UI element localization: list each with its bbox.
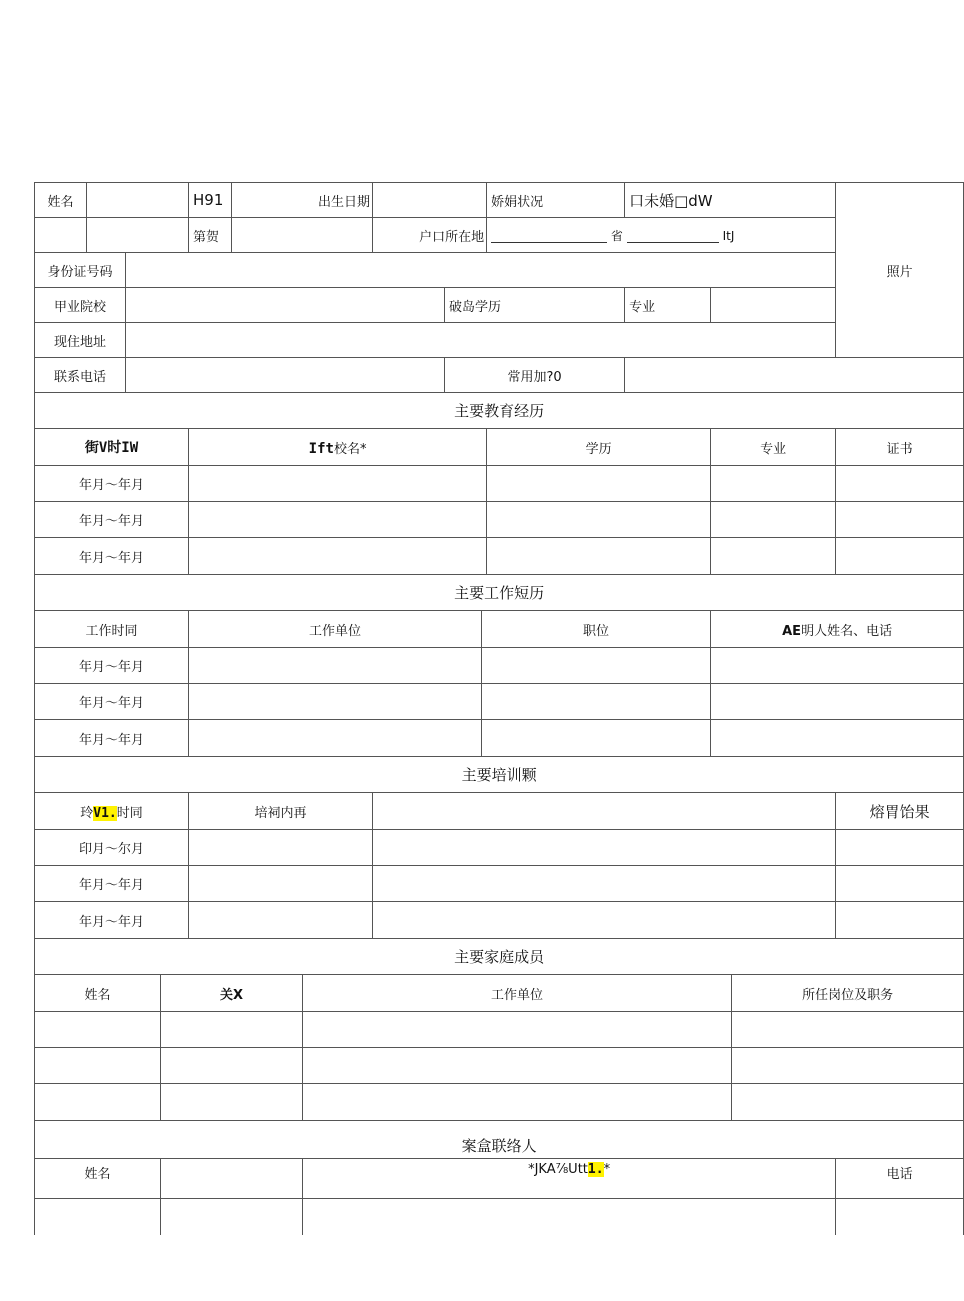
edu-cert-header: 证书 (836, 429, 964, 466)
table-row (35, 866, 964, 902)
train-content-extra (373, 793, 836, 830)
hukou-label: 户口所在地 (373, 218, 487, 253)
name-label: 姓名 (35, 183, 87, 218)
train-time: 年月〜年月 (35, 902, 189, 939)
work-unit[interactable] (189, 720, 482, 757)
work-unit-header: 工作单位 (189, 611, 482, 648)
table-row (35, 648, 964, 684)
name-extra-field[interactable] (87, 218, 189, 253)
major-field[interactable] (711, 288, 836, 323)
work-time-header: 工作时同 (35, 611, 189, 648)
table-row (35, 1084, 964, 1121)
birth-field[interactable] (373, 183, 487, 218)
table-row (35, 684, 964, 720)
edu-cert[interactable] (836, 538, 964, 575)
work-unit[interactable] (189, 684, 482, 720)
table-row (35, 1048, 964, 1084)
table-row (35, 1199, 964, 1236)
train-content[interactable] (189, 830, 373, 866)
emergency-extra-cell (161, 1159, 303, 1199)
edu-cert[interactable] (836, 466, 964, 502)
table-row (35, 502, 964, 538)
hukou-field[interactable] (487, 218, 836, 253)
email-field[interactable] (625, 358, 964, 393)
emergency-phone-header: 电话 (836, 1159, 964, 1199)
phone-field[interactable] (126, 358, 445, 393)
training-title: 主要培训颗 (35, 757, 964, 793)
family-post-header: 所任岗位及职务 (732, 975, 964, 1012)
table-row (35, 466, 964, 502)
school-label: 甲业院校 (35, 288, 126, 323)
family-relation[interactable] (161, 1012, 303, 1048)
name-field[interactable] (87, 183, 189, 218)
edu-school[interactable] (189, 502, 487, 538)
birth-label: 出生日期 (232, 183, 373, 218)
school-field[interactable] (126, 288, 445, 323)
family-unit[interactable] (303, 1048, 732, 1084)
family-relation[interactable] (161, 1048, 303, 1084)
work-position-header: 职位 (482, 611, 711, 648)
work-ref-header: AE明人姓名、电话 (711, 611, 964, 648)
work-ref[interactable] (711, 684, 964, 720)
family-name-header: 姓名 (35, 975, 161, 1012)
train-content-detail[interactable] (373, 830, 836, 866)
train-content-detail[interactable] (373, 866, 836, 902)
table-row (35, 902, 964, 939)
family-post[interactable] (732, 1084, 964, 1121)
train-content-header: 培祠内再 (189, 793, 373, 830)
emergency-title: 案盒联络人 (35, 1121, 964, 1159)
family-relation-header: 关X (161, 975, 303, 1012)
province-label: 省 (610, 228, 623, 243)
email-label: 常用加?0 (445, 358, 625, 393)
train-time: 年月〜年月 (35, 866, 189, 902)
table-row (35, 830, 964, 866)
work-ref[interactable] (711, 648, 964, 684)
work-position[interactable] (482, 648, 711, 684)
train-time: 印月〜尔月 (35, 830, 189, 866)
work-ref[interactable] (711, 720, 964, 757)
education-title: 主要教育经历 (35, 393, 964, 429)
emergency-name-header: 姓名 (35, 1159, 161, 1199)
name-extra-cell (35, 218, 87, 253)
id-field[interactable] (126, 253, 836, 288)
family-relation[interactable] (161, 1084, 303, 1121)
family-name[interactable] (35, 1012, 161, 1048)
resume-table (34, 182, 964, 1235)
edu-school[interactable] (189, 538, 487, 575)
work-title: 主要工作短历 (35, 575, 964, 611)
emergency-name[interactable] (35, 1199, 161, 1236)
emergency-relation[interactable] (303, 1199, 836, 1236)
edu-time: 年月〜年月 (35, 502, 189, 538)
family-name[interactable] (35, 1084, 161, 1121)
ethnic-label: 第贺 (189, 218, 232, 253)
city-blank[interactable] (627, 230, 719, 243)
marital-options[interactable]: 口未婚□dW (625, 183, 836, 218)
train-result-header: 熔胃饴果 (836, 793, 964, 830)
edu-time: 年月〜年月 (35, 466, 189, 502)
photo-box: 照片 (836, 183, 964, 358)
edu-degree[interactable] (487, 466, 711, 502)
address-field[interactable] (126, 323, 836, 358)
work-unit[interactable] (189, 648, 482, 684)
edu-time: 年月〜年月 (35, 538, 189, 575)
work-position[interactable] (482, 720, 711, 757)
table-row (35, 1012, 964, 1048)
train-result[interactable] (836, 830, 964, 866)
marital-label: 娇娟状况 (487, 183, 625, 218)
edu-school[interactable] (189, 466, 487, 502)
edu-major[interactable] (711, 502, 836, 538)
family-unit[interactable] (303, 1084, 732, 1121)
table-row (35, 720, 964, 757)
family-post[interactable] (732, 1048, 964, 1084)
edu-major[interactable] (711, 466, 836, 502)
edu-degree[interactable] (487, 502, 711, 538)
edu-major-header: 专业 (711, 429, 836, 466)
resume-form (34, 182, 930, 1211)
train-result[interactable] (836, 866, 964, 902)
edu-time-header: 街V时IW (35, 429, 189, 466)
work-position[interactable] (482, 684, 711, 720)
ethnic-field[interactable] (232, 218, 373, 253)
edu-degree-header: 学历 (487, 429, 711, 466)
work-time: 年月〜年月 (35, 684, 189, 720)
train-time-header: 玲V1.时同 (35, 793, 189, 830)
work-time: 年月〜年月 (35, 720, 189, 757)
emergency-phone[interactable] (836, 1199, 964, 1236)
major-label: 专业 (625, 288, 711, 323)
emergency-extra[interactable] (161, 1199, 303, 1236)
train-content[interactable] (189, 866, 373, 902)
family-name[interactable] (35, 1048, 161, 1084)
province-blank[interactable] (491, 230, 607, 243)
edu-degree[interactable] (487, 538, 711, 575)
family-title: 主要家庭成员 (35, 939, 964, 975)
edu-school-header: Ift校名* (189, 429, 487, 466)
train-content[interactable] (189, 902, 373, 939)
family-unit-header: 工作单位 (303, 975, 732, 1012)
train-result[interactable] (836, 902, 964, 939)
address-label: 现住地址 (35, 323, 126, 358)
family-unit[interactable] (303, 1012, 732, 1048)
degree-label: 破岛学历 (445, 288, 625, 323)
gender-label: H91 (189, 183, 232, 218)
work-time: 年月〜年月 (35, 648, 189, 684)
city-label: ItJ (722, 228, 735, 243)
edu-cert[interactable] (836, 502, 964, 538)
phone-label: 联系电话 (35, 358, 126, 393)
emergency-relation-header: *JKA⅞Utt1.* (303, 1159, 836, 1199)
edu-major[interactable] (711, 538, 836, 575)
train-content-detail[interactable] (373, 902, 836, 939)
family-post[interactable] (732, 1012, 964, 1048)
id-label: 身份证号码 (35, 253, 126, 288)
table-row (35, 538, 964, 575)
